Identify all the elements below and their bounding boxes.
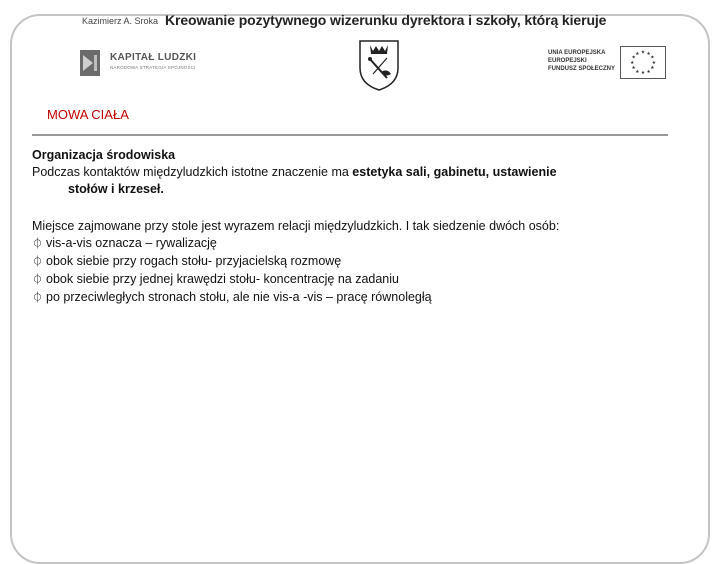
svg-text:★: ★: [640, 71, 646, 77]
svg-text:★: ★: [631, 66, 636, 72]
list-item-text: obok siebie przy rogach stołu- przyjacielską rozmowę: [46, 254, 342, 268]
svg-text:★: ★: [635, 51, 640, 57]
paragraph-environment-emphasis: estetyka sali, gabinetu, ustawienie: [352, 165, 557, 179]
content-heading: Organizacja środowiska: [32, 148, 176, 162]
slide-content: [32, 147, 672, 307]
eu-line-3: FUNDUSZ SPOŁECZNY: [548, 66, 616, 72]
svg-text:★: ★: [631, 55, 636, 61]
list-item-text: po przeciwległych stronach stołu, ale nie vis-a -vis – pracę równoległą: [46, 290, 432, 304]
list-item: [32, 289, 672, 307]
svg-text:★: ★: [646, 51, 651, 57]
list-item: [32, 235, 672, 253]
kapital-ludzki-subtitle: NARODOWA STRATEGIA SPÓJNOŚCI: [110, 65, 196, 70]
school-emblem-icon: [357, 38, 401, 92]
section-label: MOWA CIAŁA: [47, 107, 129, 122]
list-item-text: vis-a-vis oznacza – rywalizację: [46, 236, 217, 250]
list-item: [32, 271, 672, 289]
kapital-ludzki-name: KAPITAŁ LUDZKI: [110, 52, 197, 63]
svg-text:★: ★: [650, 55, 655, 61]
list-item: [32, 253, 672, 271]
svg-text:★: ★: [640, 50, 646, 56]
svg-text:★: ★: [630, 60, 635, 66]
slide-title: Kreowanie pozytywnego wizerunku dyrektora i szkoły, którą kieruje: [165, 12, 607, 28]
svg-text:★: ★: [635, 69, 640, 75]
paragraph-environment: [32, 164, 672, 181]
svg-text:★: ★: [646, 69, 651, 75]
bullet-icon: ⏀: [32, 274, 43, 286]
paragraph-environment-emphasis-2: stołów i krzeseł.: [68, 182, 164, 196]
paragraph-seating: Miejsce zajmowane przy stole jest wyrazem relacji międzyludzkich. I tak siedzenie dwóch osób:: [32, 219, 560, 233]
bullet-icon: ⏀: [32, 238, 43, 250]
paragraph-environment-text: Podczas kontaktów międzyludzkich istotne znaczenie ma: [32, 165, 353, 179]
eu-line-2: EUROPEJSKI: [548, 58, 587, 64]
bullet-icon: ⏀: [32, 256, 43, 268]
svg-text:★: ★: [650, 66, 655, 72]
author-name: Kazimierz A. Sroka: [82, 16, 159, 26]
svg-text:★: ★: [651, 60, 656, 66]
kapital-ludzki-mark-icon: [80, 50, 100, 76]
bullet-icon: ⏀: [32, 292, 43, 304]
eu-line-1: UNIA EUROPEJSKA: [548, 50, 606, 56]
kapital-ludzki-logo: [80, 50, 205, 76]
list-item-text: obok siebie przy jednej krawędzi stołu- koncentrację na zadaniu: [46, 272, 399, 286]
eu-logo-text: [548, 49, 615, 73]
divider: [32, 134, 668, 136]
eu-flag-icon: [620, 46, 666, 79]
paragraph-environment-continuation: [32, 181, 672, 198]
